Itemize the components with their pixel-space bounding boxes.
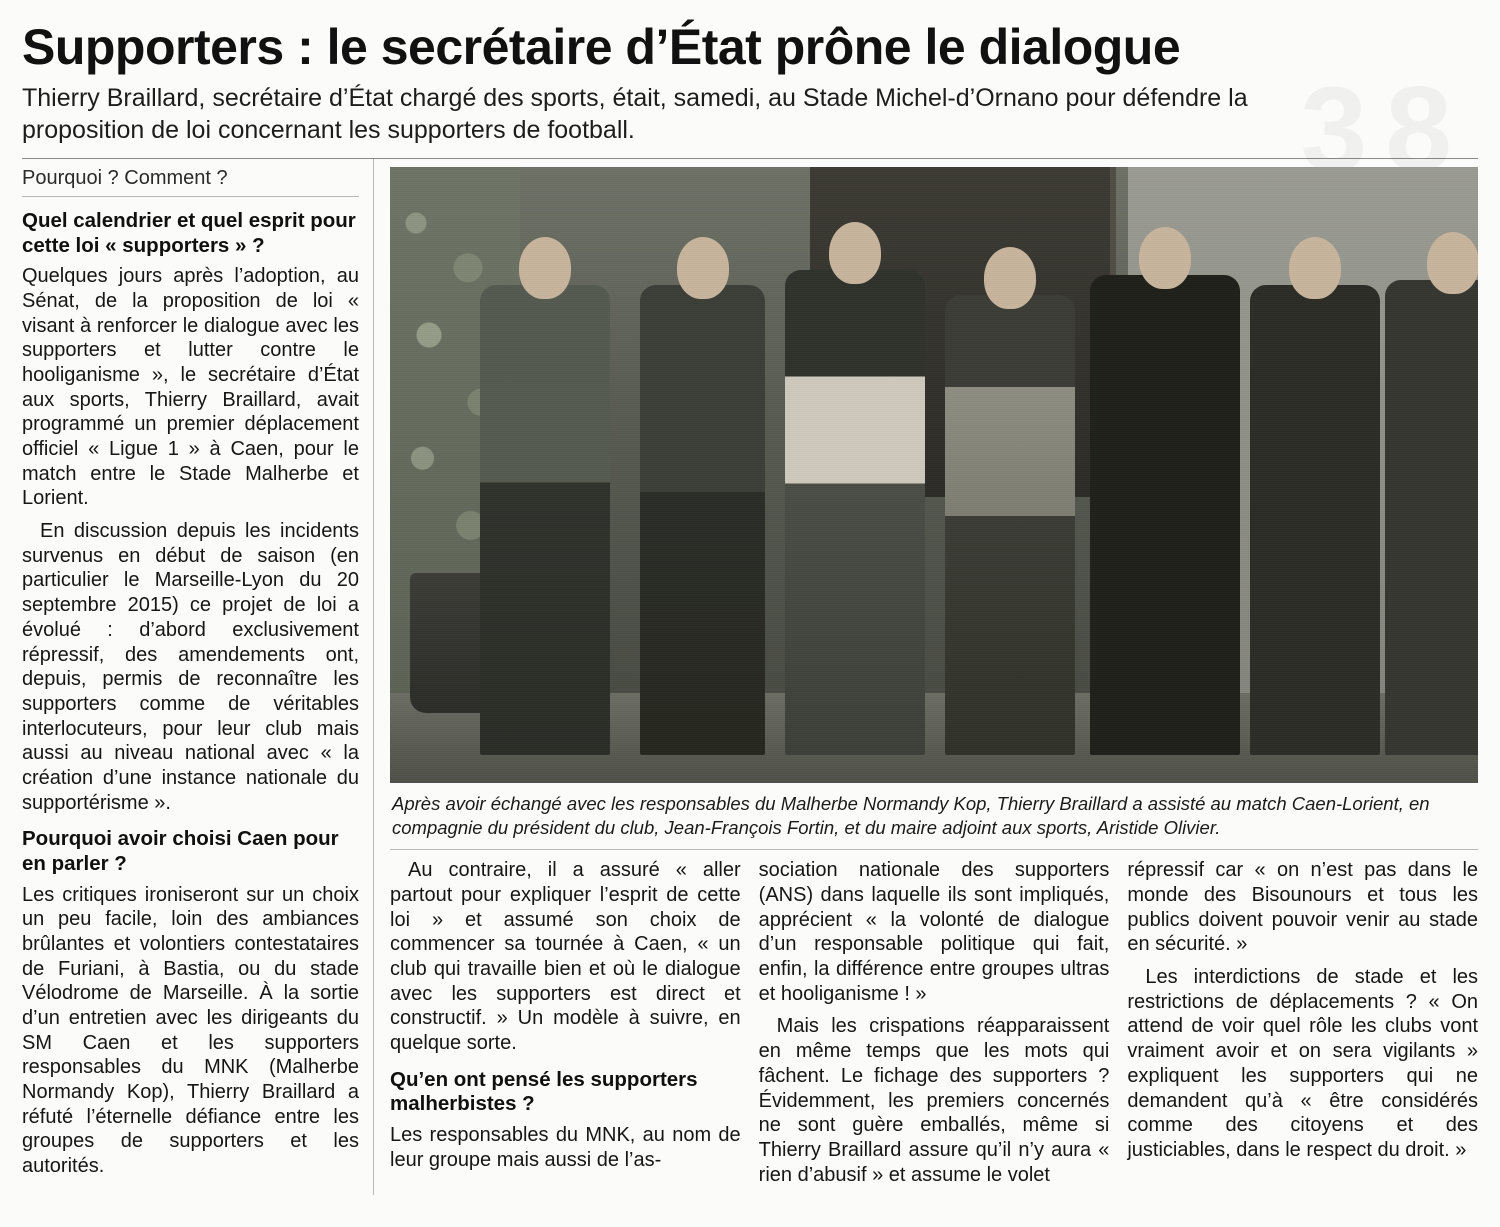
body-area [0,159,1500,1195]
page-title: Supporters : le secrétaire d’État prône le dialogue [22,19,1181,75]
sidebar-kicker: Pourquoi ? Comment ? [22,159,359,197]
column-1-paragraph-1: Au contraire, il a assuré « aller partout pour expliquer l’esprit de cette loi » et assumé son choix de commencer sa tournée à Caen, « un club qui travaille bien et où le dialogue avec les supporters est direct et constructif. » Un modèle à suivre, en quelque sorte. [390,859,741,1055]
sidebar-question-2-paragraph-1: Les critiques ironiseront sur un choix un peu facile, loin des ambiances brûlantes et volontiers contestataires de Furiani, à Bastia, ou du stade Vélodrome de Marseille. À la sortie d’un entretien avec les dirigeants du SM Caen et les supporters responsables du MNK (Malherbe Normandy Kop), Thierry Braillard a réfuté l’éternelle défiance entre les groupes de supporters et les autorités. [22,883,359,1178]
column-3-paragraph-1: répressif car « on n’est pas dans le monde des Bisounours et tous les publics doivent pouvoir venir au stade en sécurité. » [1127,859,1479,956]
photo-grain [390,167,1478,783]
photo-caption: Après avoir échangé avec les responsables du Malherbe Normandy Kop, Thierry Braillard a assisté au match Caen-Lorient, en compagnie du président du club, Jean-François Fortin, et du maire adjoint aux sports, Aristide Olivier. [390,783,1478,850]
sidebar-column [22,159,374,1195]
column-3-paragraph-2: Les interdictions de stade et les restrictions de déplacements ? « On attend de voir quel rôle les clubs vont vraiment avoir et on sera vigilants » expliquent les supporters qui ne demandent qu’à « être considérés comme des citoyens et des justiciables, dans le respect du droit. » [1127,966,1479,1161]
standfirst: Thierry Braillard, secrétaire d’État chargé des sports, était, samedi, au Stade Michel-d’Ornano pour défendre la proposition de loi concernant les supporters de football. [22,84,1248,144]
column-2-paragraph-2: Mais les crispations réapparaissent en même temps que les mots qui fâchent. Le fichage des supporters ? Évidemment, les premiers concernés ne sont guère emballés, même si Thierry Braillard assure qu’il n’y aura « rien d’abusif » et assume le volet [758,1015,1110,1186]
article-column-2 [759,858,1110,1195]
sidebar-question-1-paragraph-2: En discussion depuis les incidents survenus en début de saison (en particulier le Marseille-Lyon du 20 septembre 2015) ce projet de loi a évolué : d’abord exclusivement répressif, des amendements ont, depuis, permis de reconnaître les supporters comme de véritables interlocuteurs, pour leur club mais aussi au niveau national avec « la création d’une instance nationale du supportérisme ». [22,520,359,814]
article-columns [390,858,1478,1195]
column-2-paragraph-1: sociation nationale des supporters (ANS) dans laquelle ils sont impliqués, apprécient « la volonté de dialogue d’un responsable politique qui fait, enfin, la différence entre groupes ultras et hooliganisme ! » [758,859,1110,1005]
article-photo [390,167,1478,783]
main-column [374,159,1478,1195]
article-column-3 [1127,858,1478,1195]
article-column-1 [390,858,741,1195]
column-1-heading: Qu’en ont pensé les supporters malherbistes ? [390,1067,698,1116]
headline-block [0,0,1500,146]
sidebar-question-1-paragraph-1: Quelques jours après l’adoption, au Sénat, de la proposition de loi « visant à renforcer le dialogue avec les supporters et lutter contre le hooliganisme », le secrétaire d’État aux sports, Thierry Braillard, avait programmé un premier déplacement officiel « Ligue 1 » à Caen, pour le match entre le Stade Malherbe et Lorient. [22,265,359,510]
sidebar-question-2-heading: Pourquoi avoir choisi Caen pour en parler ? [22,827,339,875]
column-1-paragraph-2: Les responsables du MNK, au nom de leur groupe mais aussi de l’as- [390,1124,741,1171]
sidebar-question-1-heading: Quel calendrier et quel esprit pour cette loi « supporters » ? [22,209,356,257]
